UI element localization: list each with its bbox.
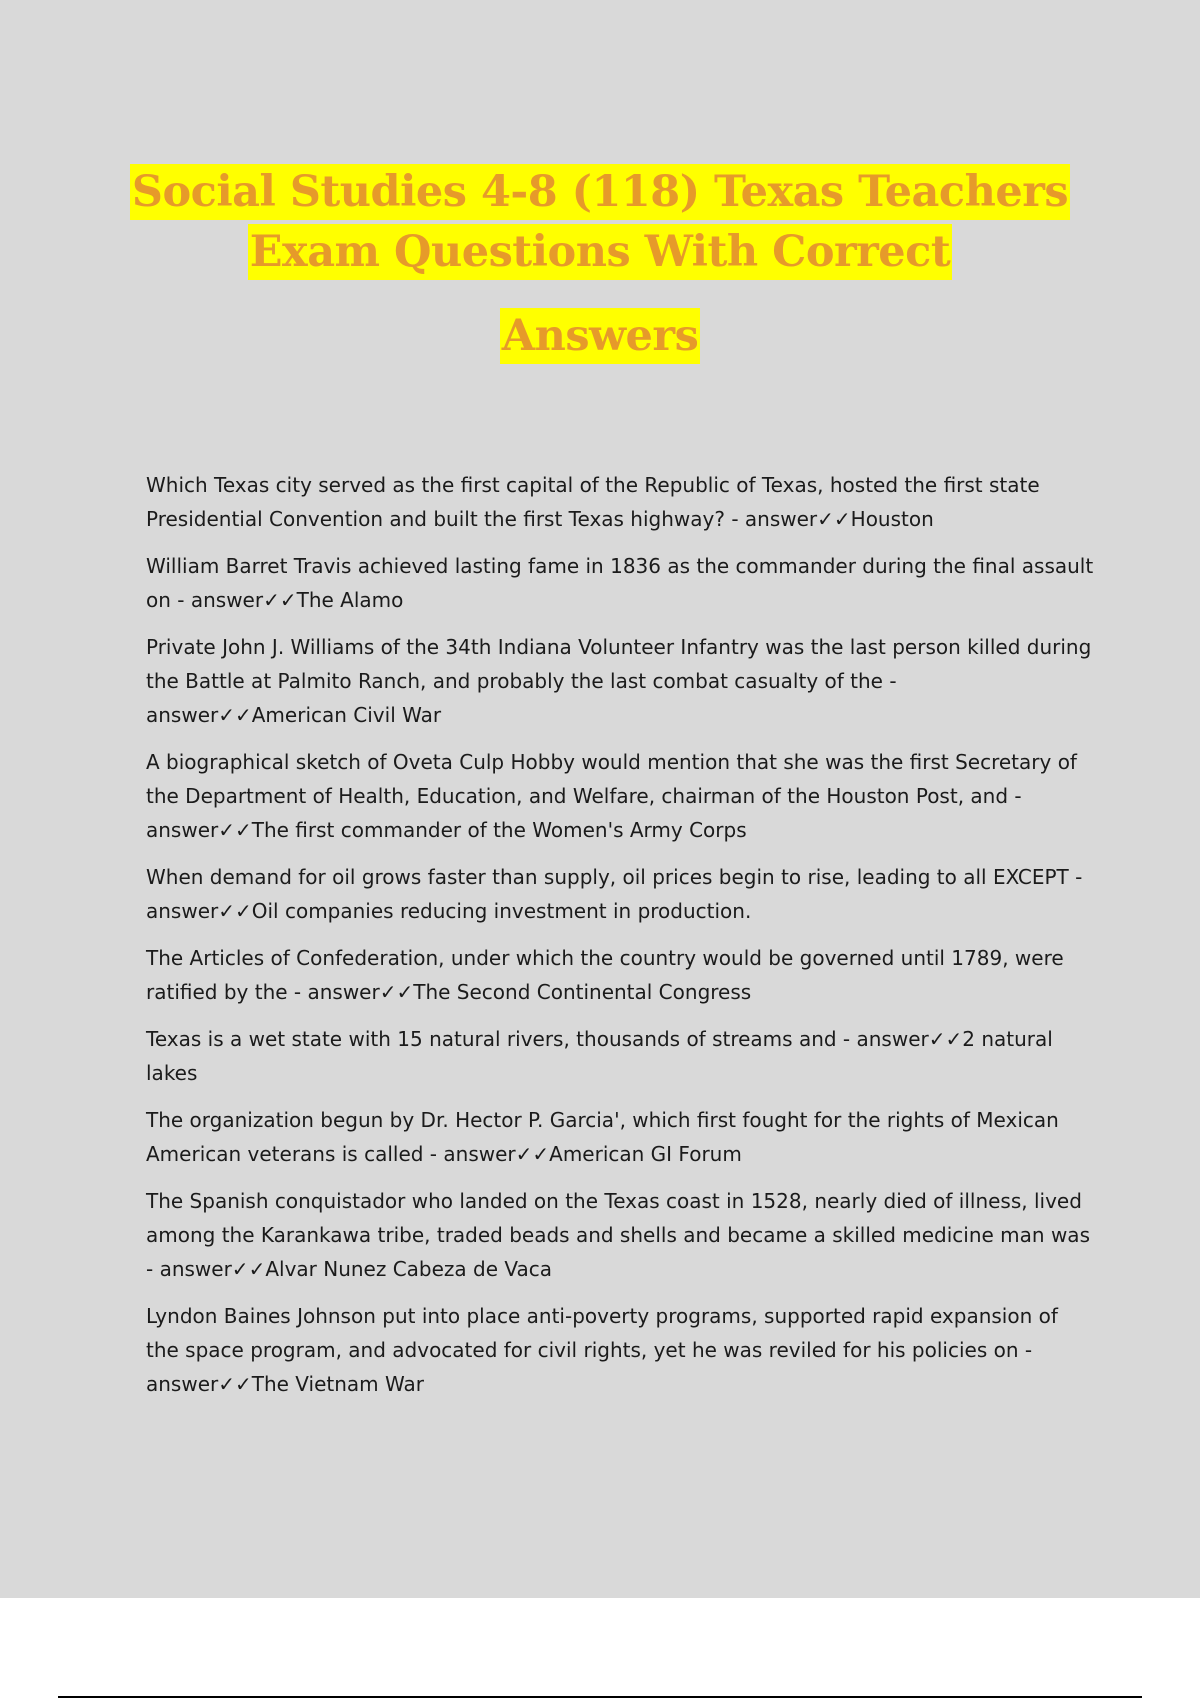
qa-item: The Spanish conquistador who landed on the Texas coast in 1528, nearly died of illness, lived among the Karankawa tribe, traded beads and shells and became a skilled medicine man was - answer✓✓Alvar Nunez Cabeza de Vaca [146,1189,1090,1281]
qa-item: Private John J. Williams of the 34th Indiana Volunteer Infantry was the last person killed during the Battle at Palmito Ranch, and probably the last combat casualty of the - answer✓✓American Civil War [146,635,1092,727]
title-line-1: Social Studies 4-8 (118) Texas Teachers [130,164,1070,220]
title-line-3: Answers [500,308,701,364]
qa-item: William Barret Travis achieved lasting fame in 1836 as the commander during the final assault on - answer✓✓The Alamo [146,554,1094,612]
title-line-2: Exam Questions With Correct [248,224,952,280]
document-title [0,164,1200,368]
question-answer-list [146,468,1096,1414]
footer-divider [58,1696,1142,1698]
qa-item: Which Texas city served as the first capital of the Republic of Texas, hosted the first state Presidential Convention and built the first Texas highway? - answer✓✓Houston [146,473,1040,531]
qa-item: The Articles of Confederation, under which the country would be governed until 1789, were ratified by the - answer✓✓The Second Continental Congress [146,946,1064,1004]
qa-item: A biographical sketch of Oveta Culp Hobby would mention that she was the first Secretary of the Department of Health, Education, and Welfare, chairman of the Houston Post, and - answer✓✓The first commander of the Women's Army Corps [146,750,1077,842]
qa-item: The organization begun by Dr. Hector P. Garcia', which first fought for the rights of Mexican American veterans is called - answer✓✓American GI Forum [146,1108,1059,1166]
qa-item: Texas is a wet state with 15 natural rivers, thousands of streams and - answer✓✓2 natural lakes [146,1027,1053,1085]
qa-item: When demand for oil grows faster than supply, oil prices begin to rise, leading to all EXCEPT - answer✓✓Oil companies reducing investment in production. [146,865,1083,923]
qa-item: Lyndon Baines Johnson put into place anti-poverty programs, supported rapid expansion of the space program, and advocated for civil rights, yet he was reviled for his policies on - answer✓✓The Vietnam War [146,1304,1058,1396]
